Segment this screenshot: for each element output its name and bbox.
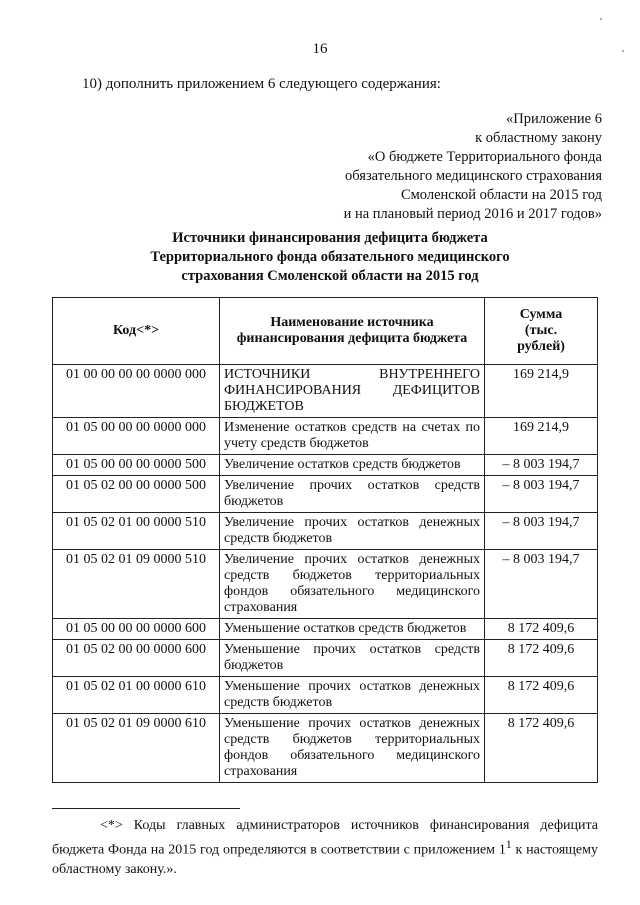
code-cell: 01 05 02 01 00 0000 510 — [53, 513, 220, 550]
code-cell: 01 05 02 00 00 0000 600 — [53, 640, 220, 677]
footnote-superscript: 1 — [505, 838, 512, 851]
footnote-text-end: к настоящему областному закону.». — [52, 842, 598, 877]
code-cell: 01 05 00 00 00 0000 000 — [53, 418, 220, 455]
footnote — [52, 816, 598, 879]
amount-cell: – 8 003 194,7 — [485, 550, 598, 619]
code-cell: 01 05 02 01 00 0000 610 — [53, 677, 220, 714]
document-title — [60, 229, 600, 286]
table-row — [53, 619, 598, 640]
name-cell: Увеличение прочих остатков денежных средств бюджетов — [220, 513, 485, 550]
table-row — [53, 418, 598, 455]
amount-column-header — [485, 298, 598, 365]
amount-cell: 8 172 409,6 — [485, 619, 598, 640]
name-header-line: финансирования дефицита бюджета — [236, 331, 468, 346]
table-row — [53, 677, 598, 714]
name-cell: Увеличение прочих остатков денежных средств бюджетов территориальных фондов обязательного медицинского страхования — [220, 550, 485, 619]
appendix-line: «Приложение 6 — [506, 111, 602, 127]
appendix-line: к областному закону — [475, 130, 602, 146]
code-cell: 01 05 02 01 09 0000 510 — [53, 550, 220, 619]
name-column-header — [220, 298, 485, 365]
name-cell: ИСТОЧНИКИ ВНУТРЕННЕГО ФИНАНСИРОВАНИЯ ДЕФИЦИТОВ БЮДЖЕТОВ — [220, 365, 485, 418]
footnote-separator — [52, 808, 240, 809]
intro-paragraph: 10) дополнить приложением 6 следующего содержания: — [82, 76, 441, 92]
scan-speck — [600, 18, 602, 20]
amount-cell: 8 172 409,6 — [485, 640, 598, 677]
amount-cell: – 8 003 194,7 — [485, 455, 598, 476]
page-number: 16 — [312, 41, 328, 57]
amount-cell: 169 214,9 — [485, 365, 598, 418]
title-line: страхования Смоленской области на 2015 год — [181, 268, 479, 284]
table-row — [53, 455, 598, 476]
amount-header-line: (тыс. — [524, 323, 558, 338]
amount-cell: 169 214,9 — [485, 418, 598, 455]
code-cell: 01 05 02 01 09 0000 610 — [53, 714, 220, 783]
name-header-line: Наименование источника — [270, 315, 434, 330]
amount-header-line: рублей) — [517, 339, 565, 354]
code-cell: 01 00 00 00 00 0000 000 — [53, 365, 220, 418]
table-row — [53, 476, 598, 513]
title-line: Источники финансирования дефицита бюджета — [172, 230, 488, 246]
amount-cell: – 8 003 194,7 — [485, 513, 598, 550]
table-row — [53, 365, 598, 418]
amount-header-line: Сумма — [519, 307, 563, 322]
code-column-header: Код<*> — [53, 298, 220, 365]
scan-speck — [622, 50, 624, 52]
name-cell: Уменьшение прочих остатков денежных средств бюджетов территориальных фондов обязательного медицинского страхования — [220, 714, 485, 783]
code-cell: 01 05 00 00 00 0000 500 — [53, 455, 220, 476]
code-cell: 01 05 00 00 00 0000 600 — [53, 619, 220, 640]
appendix-header — [344, 110, 602, 224]
appendix-line: «О бюджете Территориального фонда — [367, 149, 602, 165]
appendix-line: обязательного медицинского страхования — [345, 168, 602, 184]
name-cell: Увеличение прочих остатков средств бюджетов — [220, 476, 485, 513]
code-cell: 01 05 02 00 00 0000 500 — [53, 476, 220, 513]
financing-sources-table — [52, 297, 598, 783]
name-cell: Уменьшение прочих остатков денежных средств бюджетов — [220, 677, 485, 714]
table-row — [53, 513, 598, 550]
table-row — [53, 550, 598, 619]
amount-cell: 8 172 409,6 — [485, 677, 598, 714]
amount-cell: – 8 003 194,7 — [485, 476, 598, 513]
amount-cell: 8 172 409,6 — [485, 714, 598, 783]
table-header-row — [53, 298, 598, 365]
footnote-text: <*> Коды главных администраторов источников финансирования дефицита бюджета Фонда на 2015 год определяются в соответствии с приложением 1 — [52, 818, 598, 858]
name-cell: Уменьшение прочих остатков средств бюджетов — [220, 640, 485, 677]
name-cell: Изменение остатков средств на счетах по учету средств бюджетов — [220, 418, 485, 455]
table-row — [53, 714, 598, 783]
appendix-line: Смоленской области на 2015 год — [400, 187, 602, 203]
table-row — [53, 640, 598, 677]
name-cell: Увеличение остатков средств бюджетов — [220, 455, 485, 476]
title-line: Территориального фонда обязательного медицинского — [150, 249, 510, 265]
name-cell: Уменьшение остатков средств бюджетов — [220, 619, 485, 640]
appendix-line: и на плановый период 2016 и 2017 годов» — [343, 206, 602, 222]
